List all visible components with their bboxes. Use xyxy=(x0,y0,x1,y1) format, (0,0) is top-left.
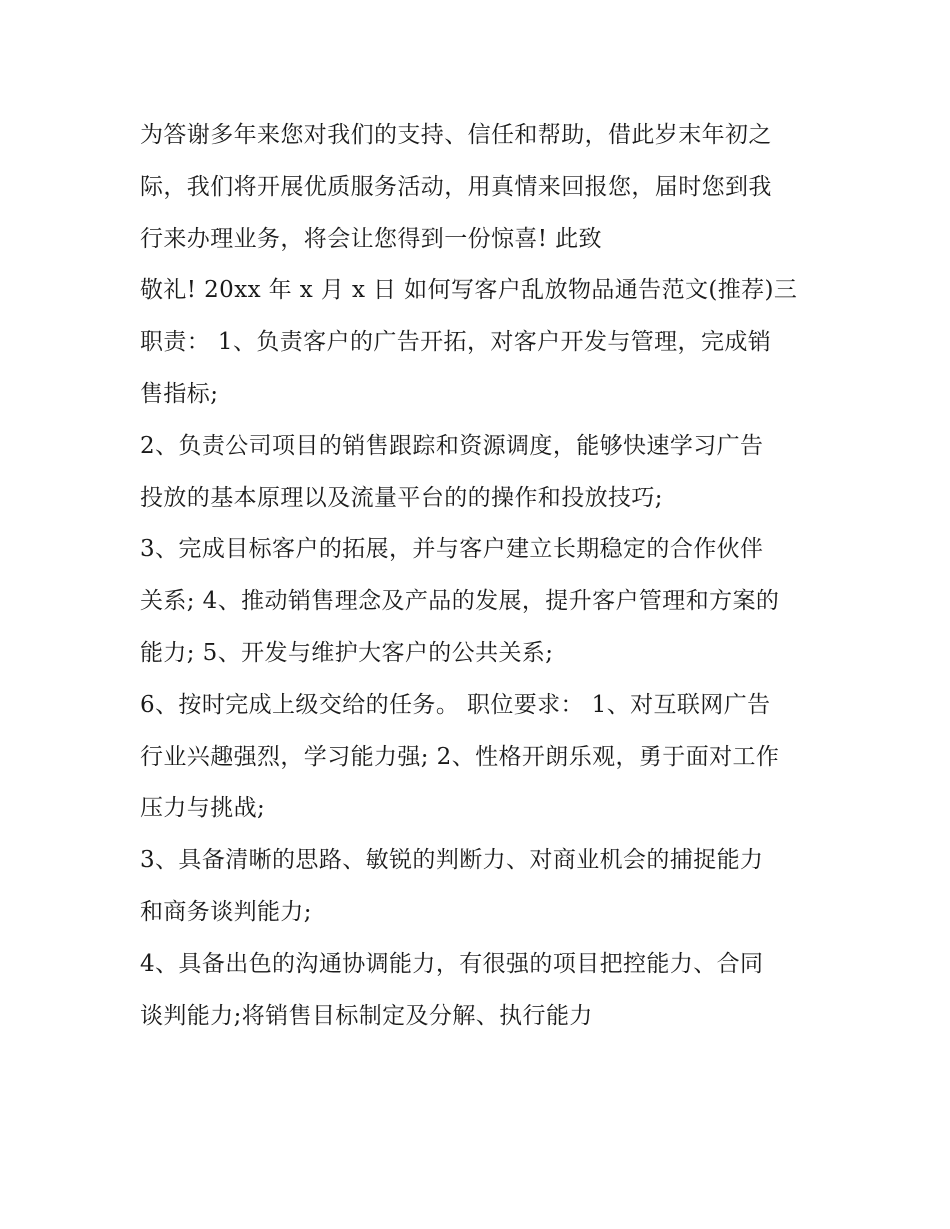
document-body xyxy=(140,110,820,1042)
text-line: 售指标; xyxy=(140,380,219,407)
text-line: 4、具备出色的沟通协调能力，有很强的项目把控能力、合同 xyxy=(140,950,764,977)
text-line: 敬礼! 20xx 年 x 月 x 日 如何写客户乱放物品通告范文(推荐)三 xyxy=(140,277,798,304)
text-line: 能力; 5、开发与维护大客户的公共关系; xyxy=(140,639,554,666)
text-line: 6、按时完成上级交给的任务。 职位要求： 1、对互联网广告 xyxy=(140,691,771,718)
text-line: 2、负责公司项目的销售跟踪和资源调度，能够快速学习广告 xyxy=(140,432,764,459)
text-line: 际，我们将开展优质服务活动，用真情来回报您，届时您到我 xyxy=(140,173,772,200)
text-line: 关系; 4、推动销售理念及产品的发展，提升客户管理和方案的 xyxy=(140,588,780,615)
text-line: 行业兴趣强烈，学习能力强; 2、性格开朗乐观，勇于面对工作 xyxy=(140,743,780,770)
text-line: 投放的基本原理以及流量平台的的操作和投放技巧; xyxy=(140,484,663,511)
text-line: 谈判能力;将销售目标制定及分解、执行能力 xyxy=(140,1002,593,1029)
text-line: 和商务谈判能力; xyxy=(140,898,312,925)
text-line: 3、完成目标客户的拓展，并与客户建立长期稳定的合作伙伴 xyxy=(140,536,764,563)
text-line: 为答谢多年来您对我们的支持、信任和帮助，借此岁末年初之 xyxy=(140,122,772,148)
text-line: 3、具备清晰的思路、敏锐的判断力、对商业机会的捕捉能力 xyxy=(140,847,764,874)
text-line: 压力与挑战; xyxy=(140,795,266,822)
text-line: 职责： 1、负责客户的广告开拓，对客户开发与管理，完成销 xyxy=(140,329,772,356)
text-line: 行来办理业务，将会让您得到一份惊喜! 此致 xyxy=(140,225,602,252)
